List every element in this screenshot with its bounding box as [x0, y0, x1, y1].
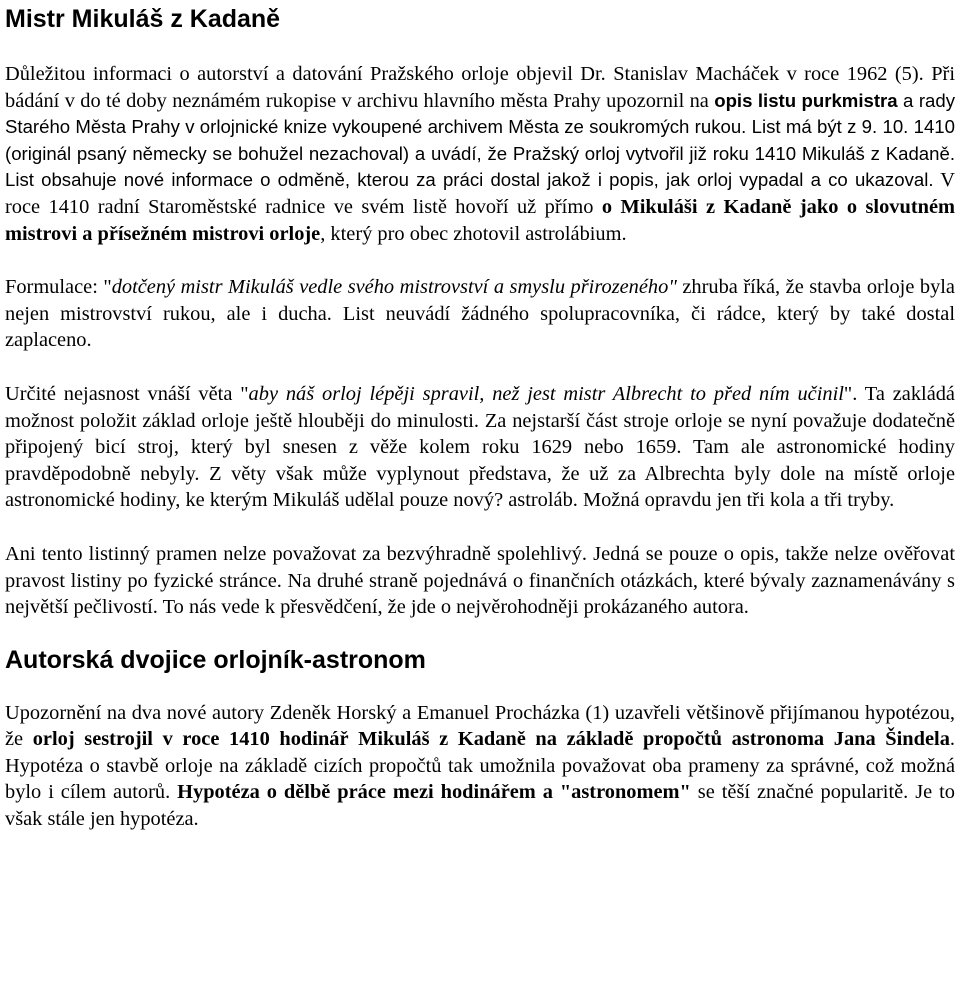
- p1-text-c: a rady Starého Města Prahy v orlojnické knize vykoupené archivem Města ze soukromých rukou. List má být z 9. 10. 1410 (originál psaný německy se bohužel nezachoval) a uvádí, že Pražský orloj vytvořil již roku 1410 Mikuláš z Kadaně. List obsahuje nové informace o odměně, kterou za práci dostal jakož i popis, jak orloj vypadal a co ukazoval.: [5, 89, 955, 191]
- p5-bold-hypothesis: orloj sestrojil v roce 1410 hodinář Mikuláš z Kadaně na základě propočtů astronoma Jana Šindela: [32, 728, 950, 751]
- paragraph-discovery: [5, 61, 955, 247]
- paragraph-reliability: Ani tento listinný pramen nelze považovat za bezvýhradně spolehlivý. Jedná se pouze o opis, takže nelze ověřovat pravost listiny po fyzické stránce. Na druhé straně pojednává o finančních otázkách, které bývaly zaznamenávány s největší pečlivostí. To nás vede k přesvědčení, že jde o nejvěrohodněji prokázaného autora.: [5, 542, 955, 619]
- p2-text-a: Formulace: ": [5, 276, 112, 299]
- p5-text-e: se těší značné popularitě. Je to však stále jen hypotéza.: [5, 781, 956, 831]
- paragraph-hypothesis: [5, 700, 955, 833]
- p5-bold-division: Hypotéza o dělbě práce mezi hodinářem a "astronomem": [177, 781, 691, 804]
- p5-text-a: Upozornění na dva nové autory Zdeněk Horský a Emanuel Procházka (1) uzavřeli většinově přijímanou hypotézou, že: [5, 701, 955, 751]
- document-page: [5, 0, 955, 833]
- p1-bold-opis: opis listu purkmistra: [714, 89, 898, 111]
- p3-text-a: Určité nejasnost vnáší věta ": [5, 382, 249, 405]
- section-heading-duo: Autorská dvojice orlojník-astronom: [5, 645, 426, 674]
- paragraph-formulation: [5, 274, 955, 354]
- p3-italic-quote: aby náš orloj lépěji spravil, než jest mistr Albrecht to před ním učinil: [248, 382, 844, 405]
- p1-text-d: V roce 1410 radní Staroměstské radnice ve svém listě hovoří už přímo: [5, 169, 955, 218]
- p2-italic-quote: dotčený mistr Mikuláš vedle svého mistrovství a smyslu přirozeného": [111, 276, 677, 299]
- section-heading-mikulas: Mistr Mikuláš z Kadaně: [5, 5, 281, 33]
- p1-text-a: Důležitou informaci o autorství a datování Pražského orloje objevil Dr. Stanislav Macháček v roce 1962 (5). Při bádání v do té doby neznámém rukopise v archivu hlavního města Prahy upozornil na: [5, 63, 955, 112]
- p1-text-f: , který pro obec zhotovil astrolábium.: [320, 222, 627, 245]
- p2-text-c: zhruba říká, že stavba orloje byla nejen mistrovství rukou, ale i ducha. List neuvádí žádného spolupracovníka, či rádce, který by také dostal zaplaceno.: [5, 276, 955, 352]
- paragraph-albrecht: [5, 381, 955, 514]
- p5-text-c: . Hypotéza o stavbě orloje na základě cizích propočtů tak umožnila považovat oba prameny za správné, což možná bylo i cílem autorů.: [5, 728, 955, 804]
- p1-bold-mikulas: o Mikuláši z Kadaně jako o slovutném mistrovi a přísežném mistrovi orloje: [5, 195, 955, 245]
- p3-text-c: ". Ta zakládá možnost položit základ orloje ještě hlouběji do minulosti. Za nejstarší část stroje orloje se nyní považuje dodatečně připojený bicí stroj, který byl snesen z věže kolem roku 1629 nebo 1659. Tam ale astronomické hodiny pravděpodobně nebyly. Z věty však může vyplynout představa, že už za Albrechta byly dole na místě orloje astronomické hodiny, ke kterým Mikuláš udělal pouze nový? astroláb. Možná opravdu jen tři kola a tři tryby.: [5, 382, 955, 512]
